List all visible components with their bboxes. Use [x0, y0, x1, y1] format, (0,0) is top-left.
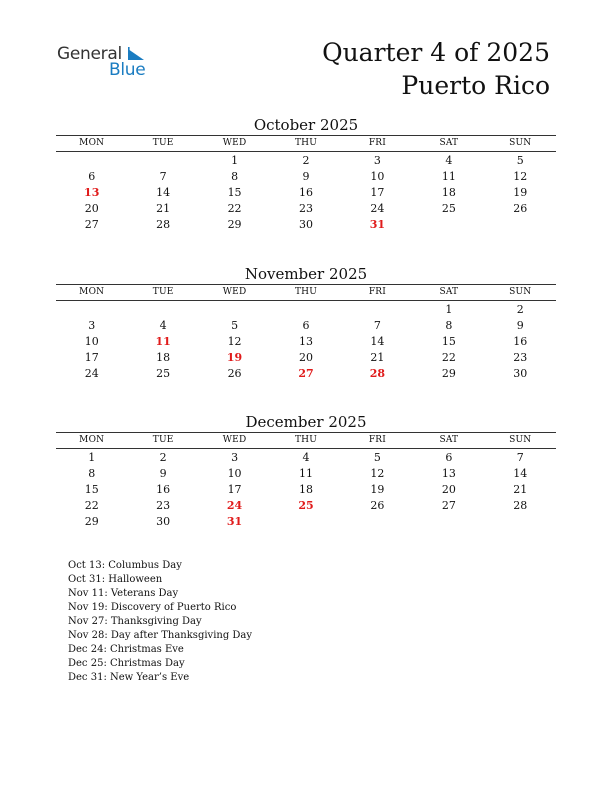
day-cell: 5	[373, 451, 381, 464]
day-cell: 17	[84, 351, 99, 364]
day-cell: 13	[84, 186, 100, 199]
day-cell: 27	[441, 499, 456, 512]
day-cell: 21	[513, 483, 528, 496]
empty-cell	[413, 217, 484, 233]
day-cell: 20	[84, 202, 99, 215]
empty-cell	[270, 514, 341, 530]
empty-cell	[127, 302, 198, 318]
weekday-label: SAT	[439, 138, 459, 148]
holiday-note: Nov 28: Day after Thanksgiving Day	[68, 630, 253, 641]
day-cell: 3	[373, 154, 381, 167]
holiday-note: Oct 13: Columbus Day	[68, 560, 182, 571]
empty-cell	[485, 217, 556, 233]
weekday-label: THU	[294, 435, 318, 445]
day-cell: 23	[513, 351, 528, 364]
holiday-list	[68, 559, 252, 685]
day-cell: 2	[516, 303, 524, 316]
day-cell: 3	[88, 319, 96, 332]
day-cell: 6	[445, 451, 453, 464]
weekday-label: SAT	[439, 435, 459, 445]
day-cell: 15	[441, 335, 456, 348]
month-october	[56, 115, 556, 233]
holiday-note: Nov 11: Veterans Day	[68, 588, 179, 599]
weekday-label: SUN	[509, 435, 532, 445]
day-cell: 14	[513, 467, 528, 480]
day-cell: 29	[441, 367, 456, 380]
holiday-note: Dec 24: Christmas Eve	[68, 644, 184, 655]
weekday-label: SUN	[509, 138, 532, 148]
day-grid	[56, 450, 556, 530]
day-cell: 30	[513, 367, 528, 380]
logo-text-general: General	[57, 44, 122, 64]
day-cell: 13	[441, 467, 456, 480]
day-cell: 8	[445, 319, 453, 332]
day-cell: 27	[298, 367, 314, 380]
day-cell: 26	[370, 499, 385, 512]
empty-cell	[485, 514, 556, 530]
empty-cell	[413, 514, 484, 530]
day-cell: 22	[84, 499, 99, 512]
day-cell: 9	[516, 319, 524, 332]
weekday-header	[56, 284, 556, 301]
weekday-label: SAT	[439, 287, 459, 297]
month-title: November 2025	[244, 265, 368, 283]
weekday-label: TUE	[152, 287, 174, 297]
day-cell: 2	[159, 451, 167, 464]
day-cell: 30	[156, 515, 171, 528]
day-cell: 29	[227, 218, 242, 231]
day-cell: 15	[227, 186, 242, 199]
weekday-label: THU	[294, 287, 318, 297]
weekday-label: TUE	[152, 138, 174, 148]
weekday-label: MON	[79, 138, 105, 148]
holiday-note: Dec 31: New Year’s Eve	[68, 672, 190, 683]
day-cell: 21	[156, 202, 171, 215]
weekday-label: MON	[79, 435, 105, 445]
day-cell: 30	[298, 218, 313, 231]
day-cell: 8	[88, 467, 96, 480]
weekday-label: SUN	[509, 287, 532, 297]
day-grid	[56, 153, 556, 233]
day-cell: 11	[155, 335, 171, 348]
day-cell: 25	[441, 202, 456, 215]
day-cell: 12	[370, 467, 385, 480]
day-cell: 1	[231, 154, 239, 167]
weekday-label: WED	[222, 287, 247, 297]
day-cell: 16	[298, 186, 313, 199]
empty-cell	[199, 302, 270, 318]
empty-cell	[342, 302, 413, 318]
holiday-note: Oct 31: Halloween	[68, 574, 163, 585]
empty-cell	[56, 153, 127, 169]
holiday-note: Nov 27: Thanksgiving Day	[68, 616, 202, 627]
day-cell: 7	[159, 170, 167, 183]
weekday-label: MON	[79, 287, 105, 297]
day-cell: 28	[513, 499, 528, 512]
weekday-label: WED	[222, 435, 247, 445]
empty-cell	[56, 302, 127, 318]
day-cell: 29	[84, 515, 99, 528]
empty-cell	[127, 153, 198, 169]
day-cell: 19	[370, 483, 385, 496]
logo-text-blue: Blue	[109, 60, 146, 80]
weekday-header	[56, 135, 556, 152]
day-cell: 25	[298, 499, 314, 512]
day-cell: 8	[231, 170, 239, 183]
day-cell: 5	[231, 319, 239, 332]
day-cell: 9	[159, 467, 167, 480]
day-cell: 23	[298, 202, 313, 215]
day-cell: 6	[302, 319, 310, 332]
day-cell: 10	[227, 467, 242, 480]
empty-cell	[342, 514, 413, 530]
day-cell: 24	[84, 367, 99, 380]
month-december	[56, 412, 556, 530]
day-cell: 7	[516, 451, 524, 464]
month-title: October 2025	[253, 116, 359, 134]
title-country: Puerto Rico	[401, 71, 550, 100]
day-cell: 4	[445, 154, 453, 167]
day-cell: 20	[441, 483, 456, 496]
day-cell: 7	[373, 319, 381, 332]
logo	[57, 44, 157, 82]
holiday-note: Nov 19: Discovery of Puerto Rico	[68, 602, 237, 613]
day-cell: 10	[370, 170, 385, 183]
day-cell: 31	[226, 515, 243, 528]
weekday-label: WED	[222, 138, 247, 148]
day-cell: 12	[513, 170, 528, 183]
day-cell: 10	[84, 335, 99, 348]
holiday-note: Dec 25: Christmas Day	[68, 658, 185, 669]
page-title	[322, 36, 550, 102]
day-cell: 4	[302, 451, 310, 464]
day-cell: 26	[227, 367, 242, 380]
day-cell: 28	[369, 367, 386, 380]
day-cell: 26	[513, 202, 528, 215]
day-grid	[56, 302, 556, 382]
day-cell: 5	[516, 154, 524, 167]
weekday-label: TUE	[152, 435, 174, 445]
day-cell: 17	[227, 483, 242, 496]
day-cell: 19	[513, 186, 528, 199]
day-cell: 4	[159, 319, 167, 332]
day-cell: 23	[156, 499, 171, 512]
day-cell: 20	[298, 351, 313, 364]
weekday-header	[56, 432, 556, 449]
day-cell: 24	[226, 499, 243, 512]
day-cell: 27	[84, 218, 99, 231]
day-cell: 2	[302, 154, 310, 167]
day-cell: 11	[298, 467, 313, 480]
day-cell: 18	[441, 186, 456, 199]
day-cell: 25	[156, 367, 171, 380]
day-cell: 21	[370, 351, 385, 364]
day-cell: 11	[441, 170, 456, 183]
day-cell: 1	[445, 303, 453, 316]
month-november	[56, 264, 556, 382]
weekday-label: THU	[294, 138, 318, 148]
day-cell: 14	[370, 335, 385, 348]
title-quarter: Quarter 4 of 2025	[322, 38, 550, 67]
day-cell: 18	[298, 483, 313, 496]
day-cell: 24	[370, 202, 385, 215]
day-cell: 3	[231, 451, 239, 464]
day-cell: 16	[156, 483, 171, 496]
weekday-label: FRI	[368, 287, 387, 297]
day-cell: 12	[227, 335, 242, 348]
day-cell: 31	[369, 218, 386, 231]
empty-cell	[270, 302, 341, 318]
day-cell: 22	[441, 351, 456, 364]
day-cell: 22	[227, 202, 242, 215]
day-cell: 18	[156, 351, 171, 364]
day-cell: 19	[226, 351, 243, 364]
day-cell: 1	[88, 451, 96, 464]
weekday-label: FRI	[368, 435, 387, 445]
day-cell: 16	[513, 335, 528, 348]
day-cell: 9	[302, 170, 310, 183]
day-cell: 17	[370, 186, 385, 199]
day-cell: 15	[84, 483, 99, 496]
flag-icon	[126, 47, 146, 61]
day-cell: 13	[298, 335, 313, 348]
day-cell: 6	[88, 170, 96, 183]
day-cell: 14	[156, 186, 171, 199]
weekday-label: FRI	[368, 138, 387, 148]
day-cell: 28	[156, 218, 171, 231]
month-title: December 2025	[245, 413, 367, 431]
